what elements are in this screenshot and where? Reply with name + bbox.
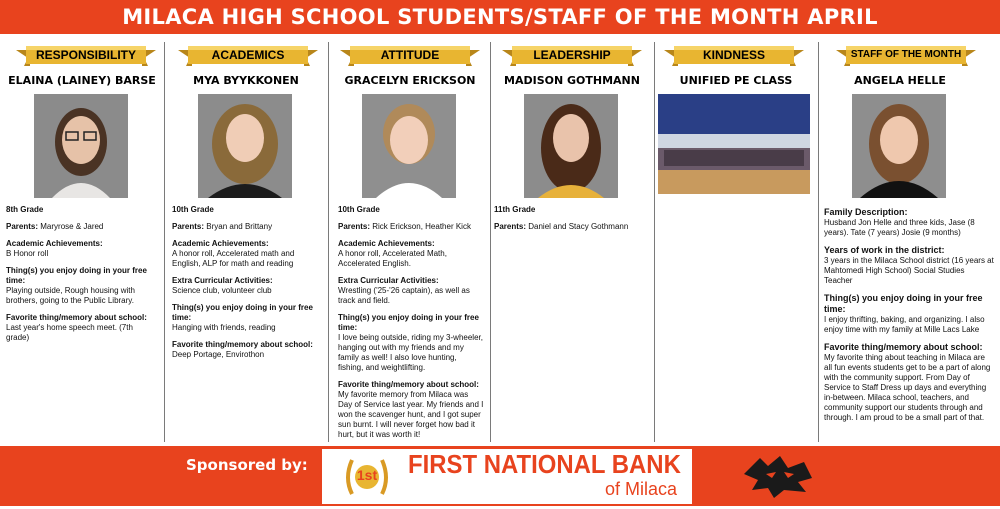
banner-label: ATTITUDE: [380, 48, 440, 62]
column-divider: [490, 42, 491, 442]
banner-label: RESPONSIBILITY: [35, 48, 136, 62]
laurel-badge-icon: [340, 450, 394, 504]
group-photo: [658, 94, 810, 194]
column-divider: [328, 42, 329, 442]
portrait-photo: [198, 94, 292, 198]
portrait-photo: [34, 94, 128, 198]
detail-favorite: Favorite thing/memory about school: Deep Portage, Envirothon: [172, 340, 313, 359]
detail-family: Family Description: Husband Jon Helle and three kids, Jase (8 years). Tate (7 years) Josie (9 months): [824, 207, 975, 237]
column-divider: [654, 42, 655, 442]
category-banner-attitude: [340, 44, 480, 70]
detail-years: Years of work in the district: 3 years in the Milaca School district (16 years at Mahtomedi High School) Social Studies Teacher: [824, 245, 994, 285]
banner-label: STAFF OF THE MONTH: [850, 49, 962, 60]
honoree-details: [172, 205, 324, 367]
detail-free-time: Thing(s) you enjoy doing in your free time: I love being outside, riding my 3-wheeler, hanging out with my friends and my family as well! I also love hunting, fishing, and weightlifting.: [338, 313, 483, 372]
detail-free-time: Thing(s) you enjoy doing in your free time: I enjoy thrifting, baking, and organizing. I also enjoy time with my family at Mille Lacs Lake: [824, 293, 985, 334]
sponsor-label: Sponsored by:: [186, 456, 308, 474]
wolf-mascot-icon: [738, 452, 816, 500]
honoree-details: [494, 205, 646, 239]
detail-extracurricular: Extra Curricular Activities: Science club, volunteer club: [172, 276, 273, 295]
page-title: MILACA HIGH SCHOOL STUDENTS/STAFF OF THE MONTH APRIL: [122, 5, 878, 29]
detail-favorite: Favorite thing/memory about school: My favorite memory from Milaca was Day of Service last year. My friends and I won the scavenger hunt, and I got super sun burnt. I will never forget how bad it hurt, but it was worth it!: [338, 380, 484, 439]
detail-free-time: Thing(s) you enjoy doing in your free time: Playing outside, Rough housing with brothers, going to the Public Library.: [6, 266, 147, 305]
category-banner-academics: [178, 44, 318, 70]
bank-name: FIRST NATIONAL BANK: [408, 449, 681, 479]
honoree-details: [6, 205, 158, 350]
category-banner-responsibility: [16, 44, 156, 70]
grade-label: 10th Grade: [338, 205, 380, 214]
portrait-photo: [852, 94, 946, 198]
staff-details: [824, 207, 994, 430]
grade-label: 8th Grade: [6, 205, 44, 214]
banner-label: LEADERSHIP: [533, 48, 611, 62]
banner-label: ACADEMICS: [211, 48, 285, 62]
honoree-name: GRACELYN ERICKSON: [344, 74, 476, 87]
grade-label: 10th Grade: [172, 205, 214, 214]
detail-favorite: Favorite thing/memory about school: Last year's home speech meet. (7th grade): [6, 313, 147, 342]
honoree-name: MADISON GOTHMANN: [504, 74, 640, 87]
badge-text: 1st: [356, 467, 378, 483]
portrait-photo: [524, 94, 618, 198]
detail-achievements: Academic Achievements: A honor roll, Accelerated math and English, ALP for math and reading: [172, 239, 295, 268]
honoree-name: MYA BYYKKONEN: [193, 74, 299, 87]
detail-free-time: Thing(s) you enjoy doing in your free time: Hanging with friends, reading: [172, 303, 313, 332]
detail-parents: Parents: Rick Erickson, Heather Kick: [338, 222, 471, 231]
detail-extracurricular: Extra Curricular Activities: Wrestling ('25-'26 captain), as well as track and field.: [338, 276, 470, 305]
honoree-name: ELAINA (LAINEY) BARSE: [8, 74, 156, 87]
honoree-name: UNIFIED PE CLASS: [679, 74, 793, 87]
category-banner-staff: [836, 44, 976, 70]
banner-label: KINDNESS: [702, 48, 765, 62]
detail-parents: Parents: Bryan and Brittany: [172, 222, 273, 231]
column-divider: [818, 42, 819, 442]
category-banner-leadership: [502, 44, 642, 70]
honoree-name: ANGELA HELLE: [854, 74, 946, 87]
bank-subtitle: of Milaca: [605, 479, 678, 499]
column-divider: [164, 42, 165, 442]
detail-parents: Parents: Daniel and Stacy Gothmann: [494, 222, 629, 231]
portrait-photo: [362, 94, 456, 198]
grade-label: 11th Grade: [494, 205, 536, 214]
honoree-details: [338, 205, 484, 447]
category-banner-kindness: [664, 44, 804, 70]
detail-achievements: Academic Achievements: A honor roll, Accelerated Math, Accelerated English.: [338, 239, 447, 268]
detail-parents: Parents: Maryrose & Jared: [6, 222, 104, 231]
detail-achievements: Academic Achievements: B Honor roll: [6, 239, 103, 258]
detail-favorite: Favorite thing/memory about school: My favorite thing about teaching in Milaca are all fun events students get to be a part of along with the community support. From Day of Service to Staff Dress up days and everything in-between. Milaca school, teachers, and community support our students through and through. I am proud to be a small part of that.: [824, 342, 991, 422]
